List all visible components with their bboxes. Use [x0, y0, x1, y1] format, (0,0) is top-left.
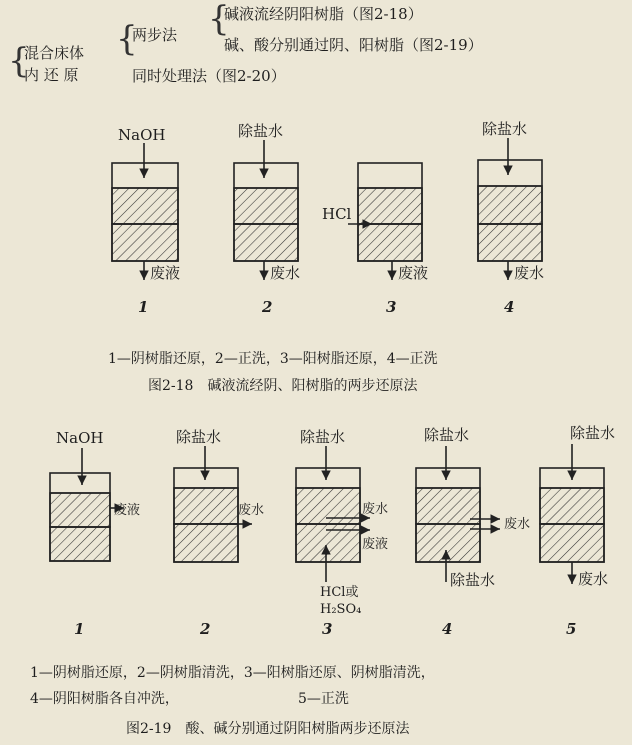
fig18-step2-number: 2 [262, 298, 273, 316]
fig19-step3-side-outlet-top: 废水 [362, 502, 389, 517]
fig19-step2-number: 2 [200, 620, 211, 638]
fig18-step4-outlet: 废水 [514, 264, 545, 282]
mixed-bed-label-line2: 内 还 原 [24, 66, 79, 84]
fig18-legend: 1—阴树脂还原，2—正洗，3—阳树脂还原，4—正洗 [108, 351, 438, 367]
fig19-step1-inlet: NaOH [56, 429, 104, 447]
fig18-caption: 图2-18 碱液流经阴、阳树脂的两步还原法 [148, 378, 418, 394]
fig19-step3-inlet: 除盐水 [300, 428, 346, 446]
right-brace: { [208, 0, 230, 39]
left-brace: { [8, 41, 30, 81]
fig19-step4-bottom-inlet: 除盐水 [450, 571, 496, 589]
fig18-step1-number: 1 [138, 298, 149, 316]
fig19-legend-line2b: 5—正洗 [298, 691, 349, 707]
mixed-bed-label-line1: 混合床体 [24, 44, 85, 62]
fig18-step3-number: 3 [386, 298, 397, 316]
two-step-label: 两步法 [132, 26, 178, 44]
fig19-legend-line2a: 4—阴阳树脂各自冲洗， [30, 691, 179, 707]
fig19-step1-number: 1 [74, 620, 85, 638]
fig18-vessel-2 [234, 140, 301, 282]
fig19-vessel-5 [540, 444, 604, 584]
fig19-step5-inlet: 除盐水 [570, 424, 616, 442]
fig19-vessel-3 [296, 446, 370, 582]
option-b-text: 碱、酸分别通过阴、阳树脂（图2-19） [224, 36, 483, 54]
fig18-step1-outlet: 废液 [150, 264, 181, 282]
fig19-vessel-4 [416, 446, 500, 582]
fig18-vessel-1 [112, 143, 181, 282]
fig18-step2-outlet: 废水 [270, 264, 301, 282]
fig19-step1-side-outlet: 废液 [114, 503, 141, 518]
fig19-step3-side-outlet-bottom: 废液 [362, 537, 389, 552]
fig19-vessel-1 [50, 448, 124, 561]
fig19-step3-number: 3 [322, 620, 333, 638]
fig18-step4-inlet: 除盐水 [482, 120, 528, 138]
simultaneous-method-text: 同时处理法（图2-20） [132, 67, 286, 85]
fig19-step4-inlet: 除盐水 [424, 426, 470, 444]
fig19-caption: 图2-19 酸、碱分别通过阴阳树脂两步还原法 [126, 721, 410, 737]
middle-brace: { [116, 19, 138, 59]
fig19-legend-line1: 1—阴树脂还原，2—阴树脂清洗，3—阳树脂还原、阴树脂清洗， [30, 665, 435, 681]
fig18-step2-inlet: 除盐水 [238, 122, 284, 140]
fig18-vessel-3 [348, 163, 422, 280]
fig18-step4-number: 4 [504, 298, 515, 316]
fig18-step3-side-inlet: HCl [322, 205, 352, 223]
fig18-step1-inlet: NaOH [118, 126, 166, 144]
fig19-step5-number: 5 [566, 620, 577, 638]
option-a-text: 碱液流经阴阳树脂（图2-18） [224, 5, 423, 23]
fig19-step4-number: 4 [442, 620, 453, 638]
fig19-step3-bottom-inlet-line1: HCl或 [320, 585, 359, 600]
fig18-vessel-4 [478, 138, 545, 282]
fig19-step2-side-outlet: 废水 [238, 503, 265, 518]
fig19-step3-bottom-inlet-line2: H₂SO₄ [320, 602, 362, 617]
fig19-step5-outlet: 废水 [578, 570, 609, 588]
fig19-step2-inlet: 除盐水 [176, 428, 222, 446]
fig18-step3-outlet: 废液 [398, 264, 429, 282]
fig19-step4-side-outlet: 废水 [504, 517, 531, 532]
